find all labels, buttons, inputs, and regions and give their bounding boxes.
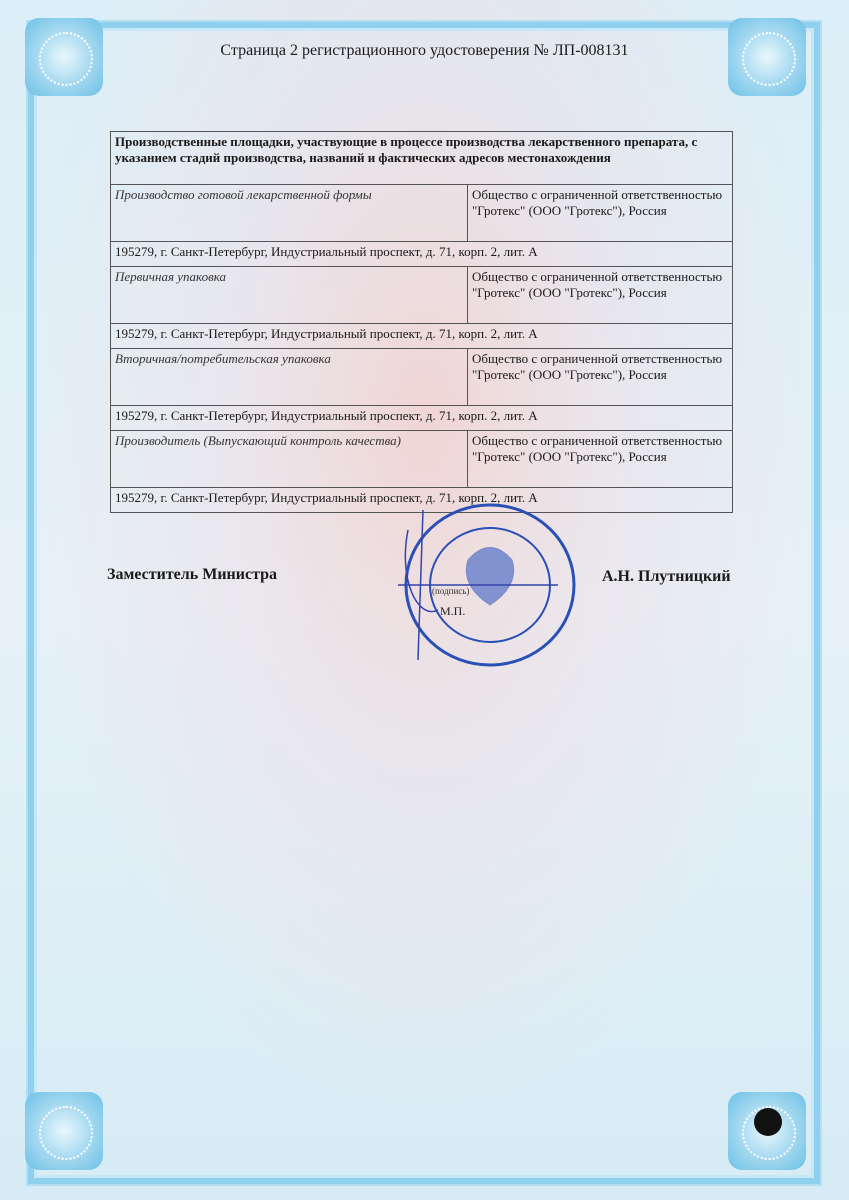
address-cell: 195279, г. Санкт-Петербург, Индустриальный проспект, д. 71, корп. 2, лит. А	[111, 242, 733, 267]
stage-cell: Первичная упаковка	[111, 267, 468, 324]
table-row	[111, 349, 733, 406]
table-header: Производственные площадки, участвующие в процессе производства лекарственного препарата, с указанием стадий производства, названий и фактических адресов местонахождения	[111, 132, 733, 185]
handwritten-signature	[398, 510, 558, 660]
table-row	[111, 324, 733, 349]
official-seal-stamp	[398, 500, 578, 670]
company-cell: Общество с ограниченной ответственностью "Гротекс" (ООО "Гротекс"), Россия	[468, 431, 733, 488]
page-title: Страница 2 регистрационного удостоверения № ЛП-008131	[220, 42, 629, 59]
company-cell: Общество с ограниченной ответственностью "Гротекс" (ООО "Гротекс"), Россия	[468, 349, 733, 406]
address-cell: 195279, г. Санкт-Петербург, Индустриальный проспект, д. 71, корп. 2, лит. А	[111, 488, 733, 513]
table-row	[111, 185, 733, 242]
stage-cell: Производитель (Выпускающий контроль качества)	[111, 431, 468, 488]
seal-label: М.П.	[440, 604, 466, 618]
signature-label: (подпись)	[432, 586, 470, 596]
eagle-emblem-icon	[466, 548, 513, 606]
company-cell: Общество с ограниченной ответственностью "Гротекс" (ООО "Гротекс"), Россия	[468, 267, 733, 324]
stage-cell: Производство готовой лекарственной формы	[111, 185, 468, 242]
punch-hole	[754, 1108, 782, 1136]
table-row	[111, 406, 733, 431]
corner-ornament-bottom-left	[25, 1092, 103, 1170]
signatory-position: Заместитель Министра	[107, 566, 278, 583]
address-cell: 195279, г. Санкт-Петербург, Индустриальный проспект, д. 71, корп. 2, лит. А	[111, 406, 733, 431]
production-sites-table	[110, 131, 733, 513]
table-row	[111, 242, 733, 267]
table-row	[111, 431, 733, 488]
stage-cell: Вторичная/потребительская упаковка	[111, 349, 468, 406]
table-row	[111, 267, 733, 324]
signatory-name: А.Н. Плутницкий	[602, 568, 731, 585]
company-cell: Общество с ограниченной ответственностью "Гротекс" (ООО "Гротекс"), Россия	[468, 185, 733, 242]
address-cell: 195279, г. Санкт-Петербург, Индустриальный проспект, д. 71, корп. 2, лит. А	[111, 324, 733, 349]
